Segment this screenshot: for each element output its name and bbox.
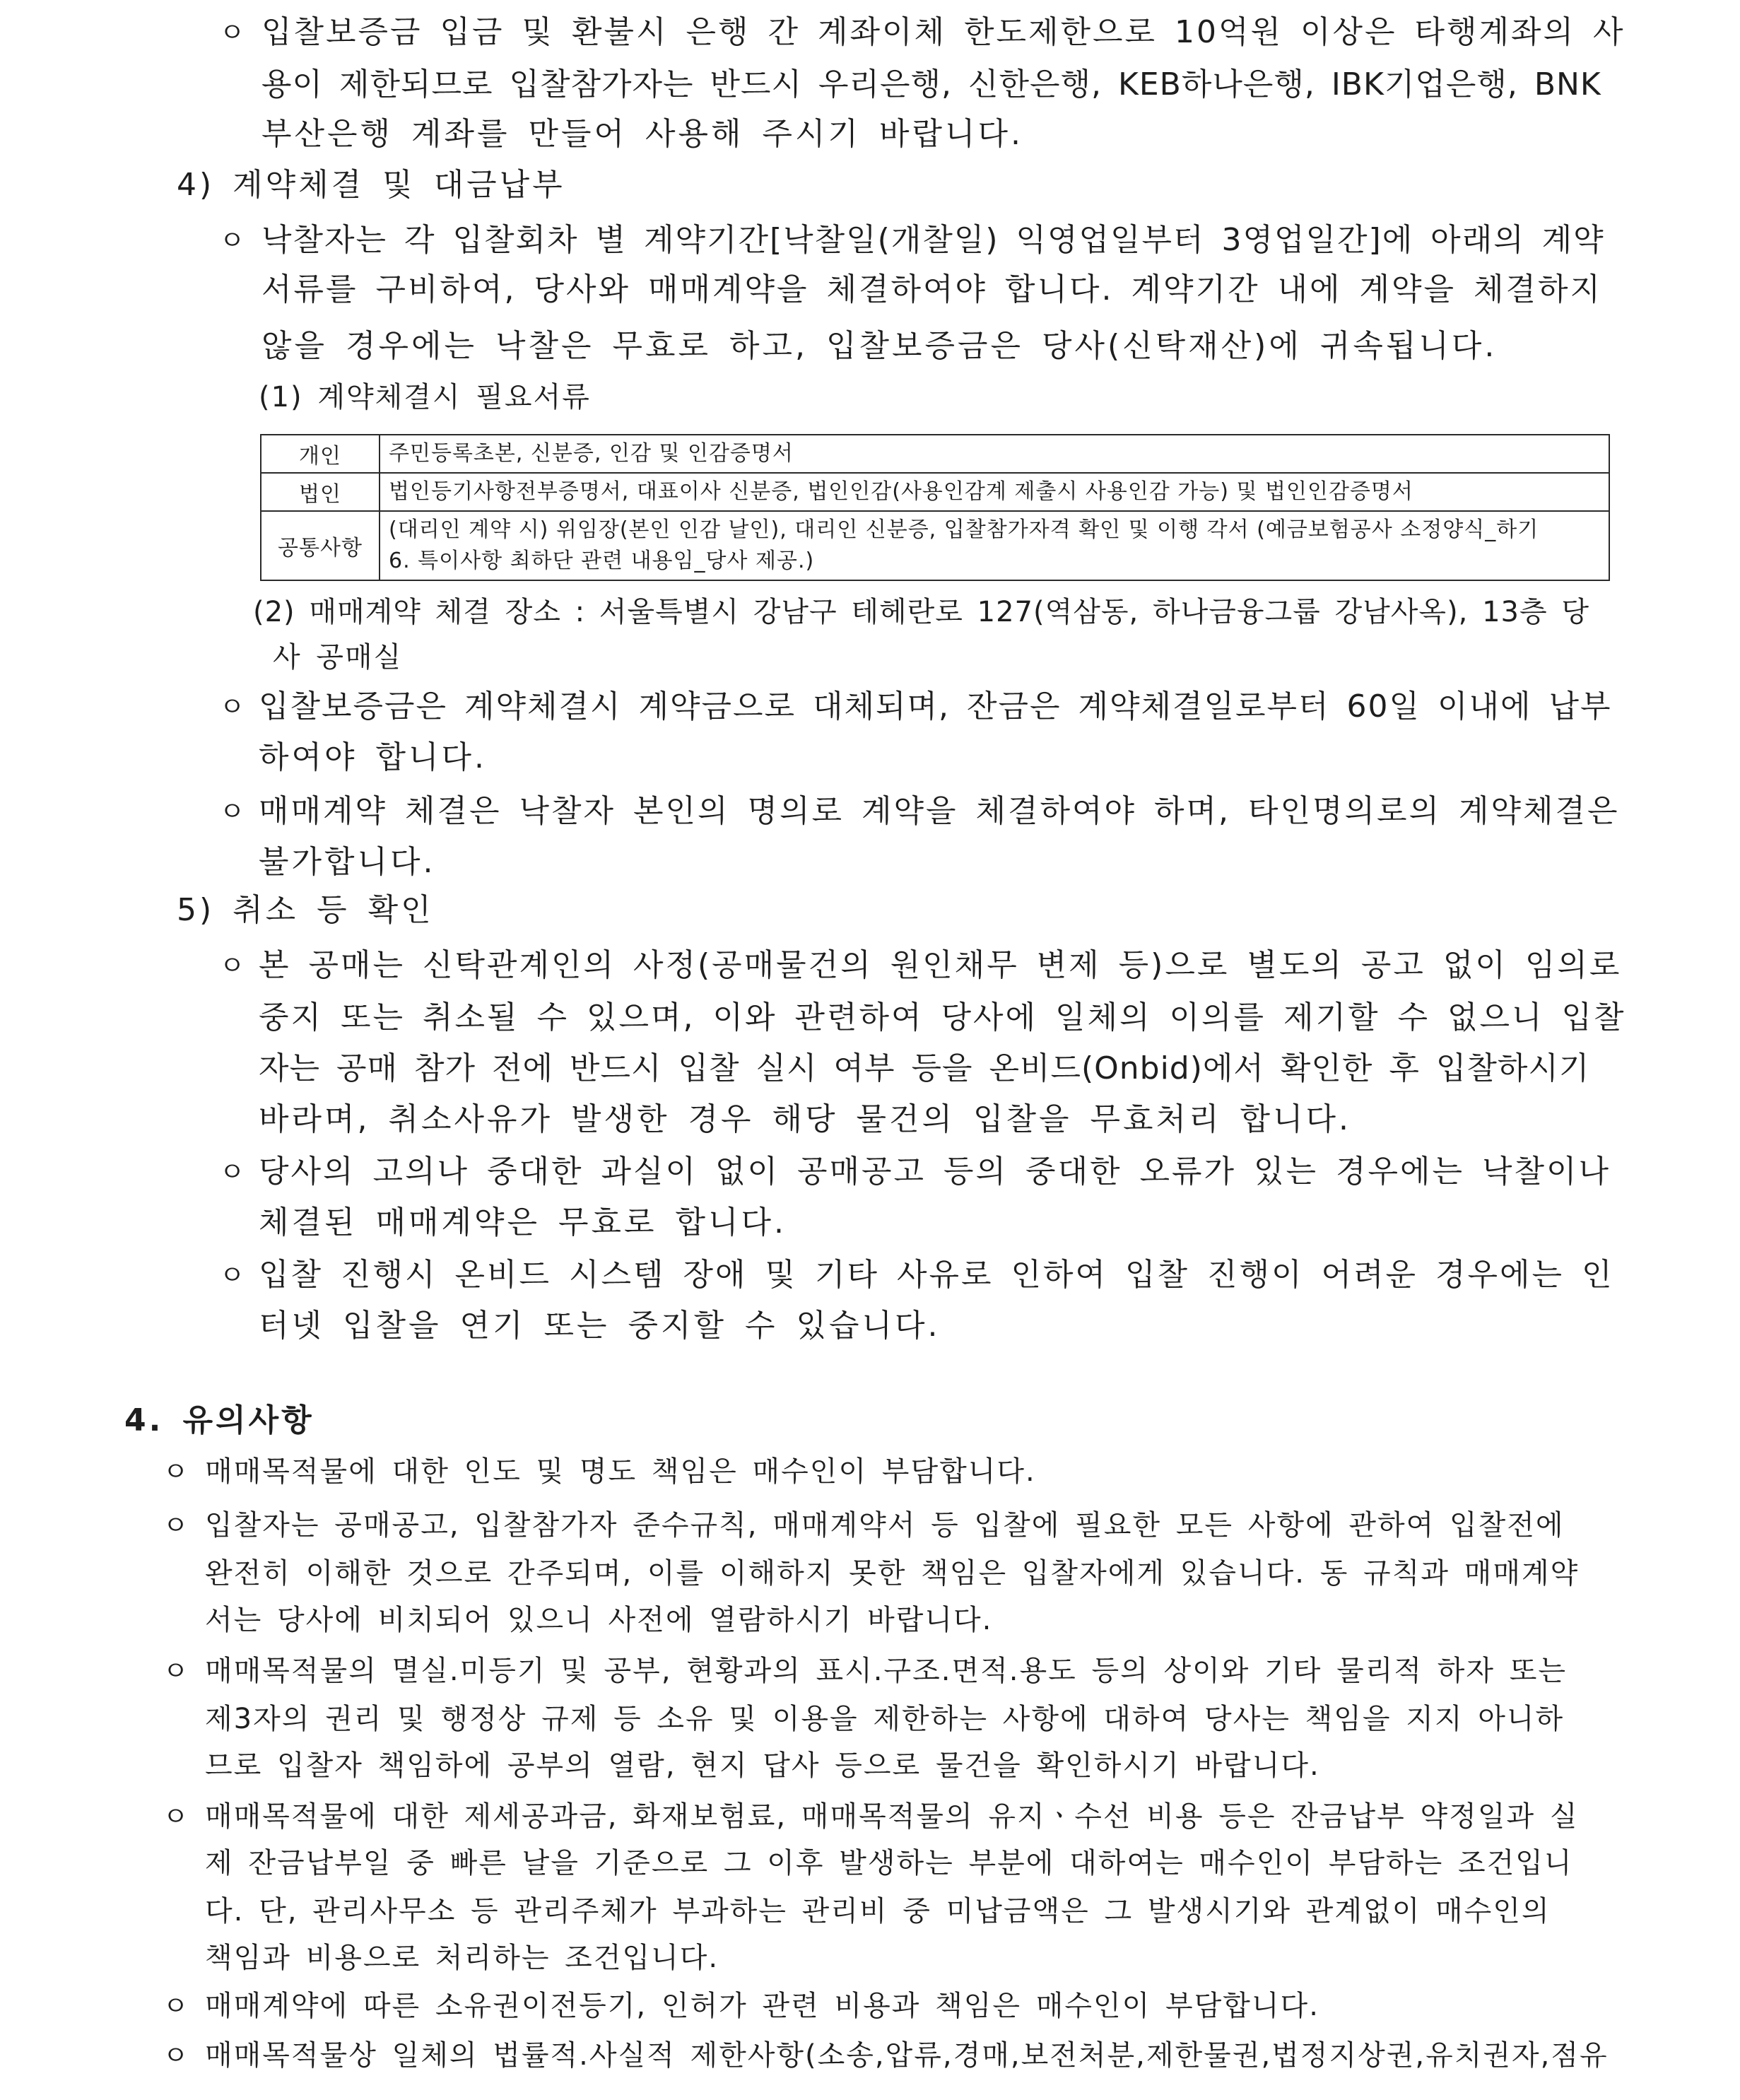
- bullet-marker: ㅇ: [219, 1156, 245, 1187]
- cell-line: 법인등기사항전부증명서, 대표이사 신분증, 법인인감(사용인감계 제출시 사용인감 가능) 및 법인인감증명서: [389, 479, 1413, 504]
- text-line: 다. 단, 관리사무소 등 관리주체가 부과하는 관리비 중 미납금액은 그 발생시기와 관계없이 매수인의: [205, 1895, 1551, 1928]
- subsection-title: 5) 취소 등 확인: [177, 892, 434, 928]
- table-value-cell: [380, 473, 1609, 511]
- text-line: 입찰자는 공매공고, 입찰참가자 준수규칙, 매매계약서 등 입찰에 필요한 모든 사항에 관하여 입찰전에: [205, 1509, 1565, 1542]
- notice-item-6: 매매목적물상 일체의 법률적.사실적 제한사항(소송,압류,경매,보전처분,제한물권,법정지상권,유치권자,점유: [205, 2039, 1609, 2072]
- text-line: 중지 또는 취소될 수 있으며, 이와 관련하여 당사에 일체의 이의를 제기할 수 없으니 입찰: [259, 999, 1626, 1036]
- text-line: 매매목적물의 멸실.미등기 및 공부, 현황과의 표시.구조.면적.용도 등의 상이와 기타 물리적 하자 또는: [205, 1655, 1568, 1687]
- text-line: 불가합니다.: [259, 844, 436, 880]
- text-line: 체결된 매매계약은 무효로 합니다.: [259, 1204, 787, 1240]
- text-line: 므로 입찰자 책임하에 공부의 열람, 현지 답사 등으로 물건을 확인하시기 바랍니다.: [205, 1749, 1320, 1782]
- cell-line: 6. 특이사항 최하단 관련 내용임_당사 제공.): [389, 549, 815, 573]
- table-value-cell: [380, 435, 1609, 473]
- text-line: 책임과 비용으로 처리하는 조건입니다.: [205, 1942, 719, 1974]
- text-line: 바라며, 취소사유가 발생한 경우 해당 물건의 입찰을 무효처리 합니다.: [259, 1101, 1351, 1137]
- section-title: 4. 유의사항: [124, 1402, 315, 1438]
- bullet-marker: ㅇ: [163, 1655, 189, 1687]
- bullet-marker: ㅇ: [163, 1510, 189, 1541]
- bullet-marker: ㅇ: [163, 1801, 189, 1832]
- cell-line: 주민등록초본, 신분증, 인감 및 인감증명서: [389, 441, 794, 466]
- text-line: 하여야 합니다.: [259, 739, 487, 775]
- text-line: 사 공매실: [273, 641, 403, 674]
- notice-item-5: 매매계약에 따른 소유권이전등기, 인허가 관련 비용과 책임은 매수인이 부담합니다.: [205, 1990, 1319, 2022]
- text-line: 낙찰자는 각 입찰회차 별 계약기간[낙찰일(개찰일) 익영업일부터 3영업일간]에 아래의 계약: [261, 222, 1605, 258]
- text-line: 부산은행 계좌를 만들어 사용해 주시기 바랍니다.: [261, 116, 1023, 152]
- bullet-marker: ㅇ: [219, 691, 245, 722]
- table-key-cell: 법인: [261, 473, 380, 511]
- text-line: 본 공매는 신탁관계인의 사정(공매물건의 원인채무 변제 등)으로 별도의 공고 없이 임의로: [259, 947, 1622, 983]
- bullet-marker: ㅇ: [219, 17, 245, 48]
- bullet-marker: ㅇ: [219, 1260, 245, 1291]
- text-line: 터넷 입찰을 연기 또는 중지할 수 있습니다.: [259, 1308, 941, 1344]
- table-value-cell: [380, 511, 1609, 580]
- table-row: [261, 473, 1609, 511]
- table-row: [261, 435, 1609, 473]
- text-line: 매매계약 체결은 낙찰자 본인의 명의로 계약을 체결하여야 하며, 타인명의로의 계약체결은: [259, 793, 1620, 829]
- text-line: 입찰 진행시 온비드 시스템 장애 및 기타 사유로 인하여 입찰 진행이 어려운 경우에는 인: [259, 1257, 1614, 1293]
- docs-title: (1) 계약체결시 필요서류: [259, 381, 591, 413]
- required-documents-table: [260, 434, 1610, 581]
- text-line: 입찰보증금 입금 및 환불시 은행 간 계좌이체 한도제한으로 10억원 이상은 타행계좌의 사: [261, 14, 1626, 50]
- subsection-title: 4) 계약체결 및 대금납부: [177, 167, 565, 203]
- text-line: 서는 당사에 비치되어 있으니 사전에 열람하시기 바랍니다.: [205, 1604, 993, 1636]
- bullet-marker: ㅇ: [163, 1990, 189, 2022]
- bullet-marker: ㅇ: [163, 1456, 189, 1487]
- text-line: 입찰보증금은 계약체결시 계약금으로 대체되며, 잔금은 계약체결일로부터 60일 이내에 납부: [259, 688, 1612, 725]
- text-line: (2) 매매계약 체결 장소 : 서울특별시 강남구 테헤란로 127(역삼동, 하나금융그룹 강남사옥), 13층 당: [253, 596, 1590, 628]
- table-key-cell: 공통사항: [261, 511, 380, 580]
- text-line: 제 잔금납부일 중 빠른 날을 기준으로 그 이후 발생하는 부분에 대하여는 매수인이 부담하는 조건입니: [205, 1847, 1573, 1879]
- cell-line: (대리인 계약 시) 위임장(본인 인감 날인), 대리인 신분증, 입찰참가자격 확인 및 이행 각서 (예금보험공사 소정양식_하기: [389, 517, 1539, 542]
- text-line: 않을 경우에는 낙찰은 무효로 하고, 입찰보증금은 당사(신탁재산)에 귀속됩니다.: [261, 328, 1498, 364]
- text-line: 제3자의 권리 및 행정상 규제 등 소유 및 이용을 제한하는 사항에 대하여 당사는 책임을 지지 아니하: [205, 1703, 1565, 1735]
- table-row: [261, 511, 1609, 580]
- text-line: 당사의 고의나 중대한 과실이 없이 공매공고 등의 중대한 오류가 있는 경우에는 낙찰이나: [259, 1154, 1611, 1190]
- text-line: 용이 제한되므로 입찰참가자는 반드시 우리은행, 신한은행, KEB하나은행, IBK기업은행, BNK: [261, 66, 1601, 102]
- text-line: 매매목적물에 대한 제세공과금, 화재보험료, 매매목적물의 유지ㆍ수선 비용 등은 잔금납부 약정일과 실: [205, 1800, 1579, 1833]
- text-line: 완전히 이해한 것으로 간주되며, 이를 이해하지 못한 책임은 입찰자에게 있습니다. 동 규칙과 매매계약: [205, 1557, 1580, 1590]
- text-line: 서류를 구비하여, 당사와 매매계약을 체결하여야 합니다. 계약기간 내에 계약을 체결하지: [261, 271, 1602, 307]
- bullet-marker: ㅇ: [219, 796, 245, 827]
- bullet-marker: ㅇ: [219, 225, 245, 256]
- bullet-marker: ㅇ: [219, 950, 245, 981]
- bullet-marker: ㅇ: [163, 2040, 189, 2071]
- table-key-cell: 개인: [261, 435, 380, 473]
- notice-item-1: 매매목적물에 대한 인도 및 명도 책임은 매수인이 부담합니다.: [205, 1455, 1036, 1488]
- text-line: 자는 공매 참가 전에 반드시 입찰 실시 여부 등을 온비드(Onbid)에서 확인한 후 입찰하시기: [259, 1050, 1590, 1086]
